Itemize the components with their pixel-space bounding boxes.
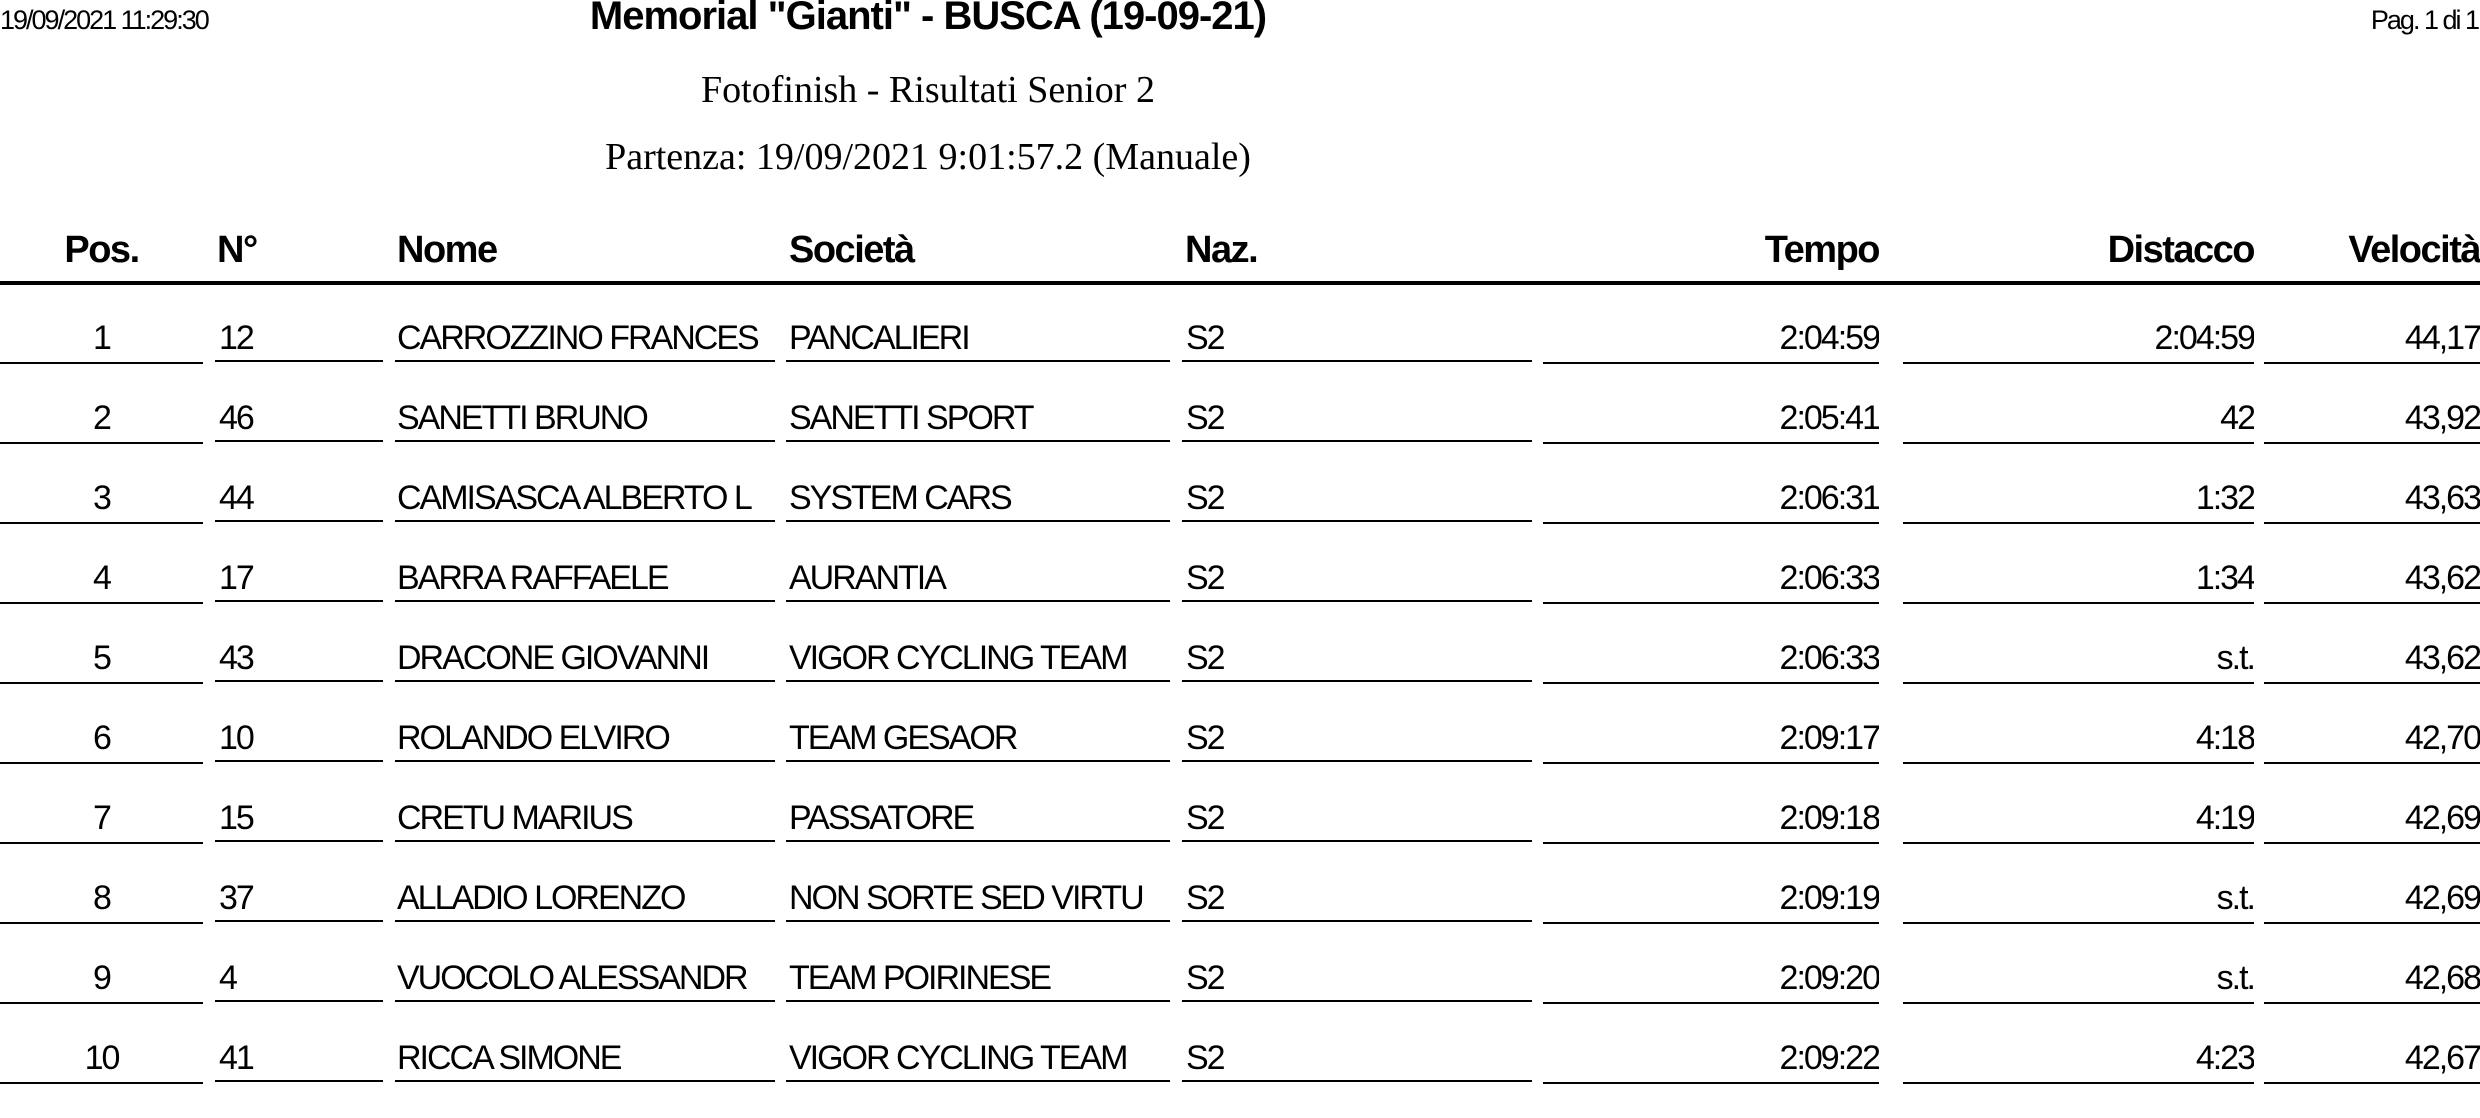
cell-pos: 2 (0, 398, 203, 444)
cell-team: NON SORTE SED VIRTU (786, 878, 1170, 922)
cell-time: 2:04:59 (1543, 318, 1879, 364)
cell-speed: 42,69 (2264, 878, 2480, 924)
cell-gap: s.t. (1903, 958, 2254, 1004)
cell-gap: s.t. (1903, 638, 2254, 684)
cell-nat: S2 (1182, 1038, 1532, 1082)
table-row (0, 718, 2480, 798)
cell-team: VIGOR CYCLING TEAM (786, 1038, 1170, 1082)
cell-time: 2:09:18 (1543, 798, 1879, 844)
cell-name: ROLANDO ELVIRO (395, 718, 775, 762)
table-row (0, 558, 2480, 638)
header-divider (0, 281, 2480, 285)
table-row (0, 318, 2480, 398)
table-row (0, 1038, 2480, 1118)
table-row (0, 878, 2480, 958)
cell-pos: 10 (0, 1038, 203, 1084)
cell-gap: 4:18 (1903, 718, 2254, 764)
column-header-speed: Velocità (2348, 229, 2480, 271)
cell-nat: S2 (1182, 878, 1532, 922)
cell-speed: 42,68 (2264, 958, 2480, 1004)
table-row (0, 398, 2480, 478)
cell-gap: 2:04:59 (1903, 318, 2254, 364)
cell-name: BARRA RAFFAELE (395, 558, 775, 602)
cell-pos: 4 (0, 558, 203, 604)
start-time-line: Partenza: 19/09/2021 9:01:57.2 (Manuale) (605, 136, 1251, 178)
cell-num: 37 (215, 878, 383, 922)
cell-time: 2:05:41 (1543, 398, 1879, 444)
cell-team: AURANTIA (786, 558, 1170, 602)
cell-pos: 8 (0, 878, 203, 924)
cell-team: TEAM POIRINESE (786, 958, 1170, 1002)
cell-speed: 43,92 (2264, 398, 2480, 444)
cell-pos: 1 (0, 318, 203, 364)
cell-name: ALLADIO LORENZO (395, 878, 775, 922)
table-row (0, 638, 2480, 718)
cell-nat: S2 (1182, 398, 1532, 442)
cell-nat: S2 (1182, 958, 1532, 1002)
cell-name: DRACONE GIOVANNI (395, 638, 775, 682)
cell-name: VUOCOLO ALESSANDR (395, 958, 775, 1002)
cell-name: CAMISASCA ALBERTO L (395, 478, 775, 522)
cell-pos: 3 (0, 478, 203, 524)
cell-gap: 1:32 (1903, 478, 2254, 524)
cell-num: 46 (215, 398, 383, 442)
table-row (0, 478, 2480, 558)
cell-time: 2:06:33 (1543, 638, 1879, 684)
cell-pos: 5 (0, 638, 203, 684)
cell-time: 2:09:17 (1543, 718, 1879, 764)
table-row (0, 798, 2480, 878)
cell-name: CRETU MARIUS (395, 798, 775, 842)
table-row (0, 958, 2480, 1038)
cell-nat: S2 (1182, 318, 1532, 362)
results-subtitle: Fotofinish - Risultati Senior 2 (701, 69, 1155, 111)
cell-speed: 43,63 (2264, 478, 2480, 524)
column-header-pos: Pos. (64, 229, 139, 271)
cell-pos: 6 (0, 718, 203, 764)
cell-pos: 9 (0, 958, 203, 1004)
cell-time: 2:09:20 (1543, 958, 1879, 1004)
cell-pos: 7 (0, 798, 203, 844)
cell-num: 17 (215, 558, 383, 602)
cell-name: RICCA SIMONE (395, 1038, 775, 1082)
cell-speed: 43,62 (2264, 638, 2480, 684)
cell-speed: 42,67 (2264, 1038, 2480, 1084)
cell-time: 2:09:22 (1543, 1038, 1879, 1084)
column-header-num: N° (217, 229, 257, 271)
cell-nat: S2 (1182, 478, 1532, 522)
cell-team: SYSTEM CARS (786, 478, 1170, 522)
cell-gap: s.t. (1903, 878, 2254, 924)
cell-team: PASSATORE (786, 798, 1170, 842)
cell-name: CARROZZINO FRANCES (395, 318, 775, 362)
cell-gap: 4:19 (1903, 798, 2254, 844)
cell-speed: 43,62 (2264, 558, 2480, 604)
cell-time: 2:06:33 (1543, 558, 1879, 604)
cell-num: 10 (215, 718, 383, 762)
cell-speed: 42,69 (2264, 798, 2480, 844)
column-header-time: Tempo (1764, 229, 1879, 271)
page-number: Pag. 1 di 1 (2370, 5, 2478, 35)
cell-num: 43 (215, 638, 383, 682)
column-header-team: Società (789, 229, 914, 271)
cell-gap: 4:23 (1903, 1038, 2254, 1084)
cell-team: TEAM GESAOR (786, 718, 1170, 762)
cell-nat: S2 (1182, 718, 1532, 762)
cell-nat: S2 (1182, 558, 1532, 602)
column-header-name: Nome (397, 229, 497, 271)
cell-gap: 42 (1903, 398, 2254, 444)
column-header-gap: Distacco (2107, 229, 2254, 271)
cell-speed: 42,70 (2264, 718, 2480, 764)
print-timestamp: 19/09/2021 11:29:30 (0, 5, 208, 35)
cell-nat: S2 (1182, 798, 1532, 842)
column-header-nat: Naz. (1185, 229, 1258, 271)
cell-num: 41 (215, 1038, 383, 1082)
cell-time: 2:06:31 (1543, 478, 1879, 524)
page-title: Memorial "Gianti" - BUSCA (19-09-21) (589, 0, 1267, 38)
cell-num: 15 (215, 798, 383, 842)
cell-num: 4 (215, 958, 383, 1002)
cell-nat: S2 (1182, 638, 1532, 682)
results-table (0, 318, 2480, 1118)
cell-speed: 44,17 (2264, 318, 2480, 364)
cell-time: 2:09:19 (1543, 878, 1879, 924)
cell-team: SANETTI SPORT (786, 398, 1170, 442)
cell-name: SANETTI BRUNO (395, 398, 775, 442)
cell-gap: 1:34 (1903, 558, 2254, 604)
table-header (0, 229, 2480, 283)
cell-num: 12 (215, 318, 383, 362)
cell-num: 44 (215, 478, 383, 522)
cell-team: VIGOR CYCLING TEAM (786, 638, 1170, 682)
cell-team: PANCALIERI (786, 318, 1170, 362)
